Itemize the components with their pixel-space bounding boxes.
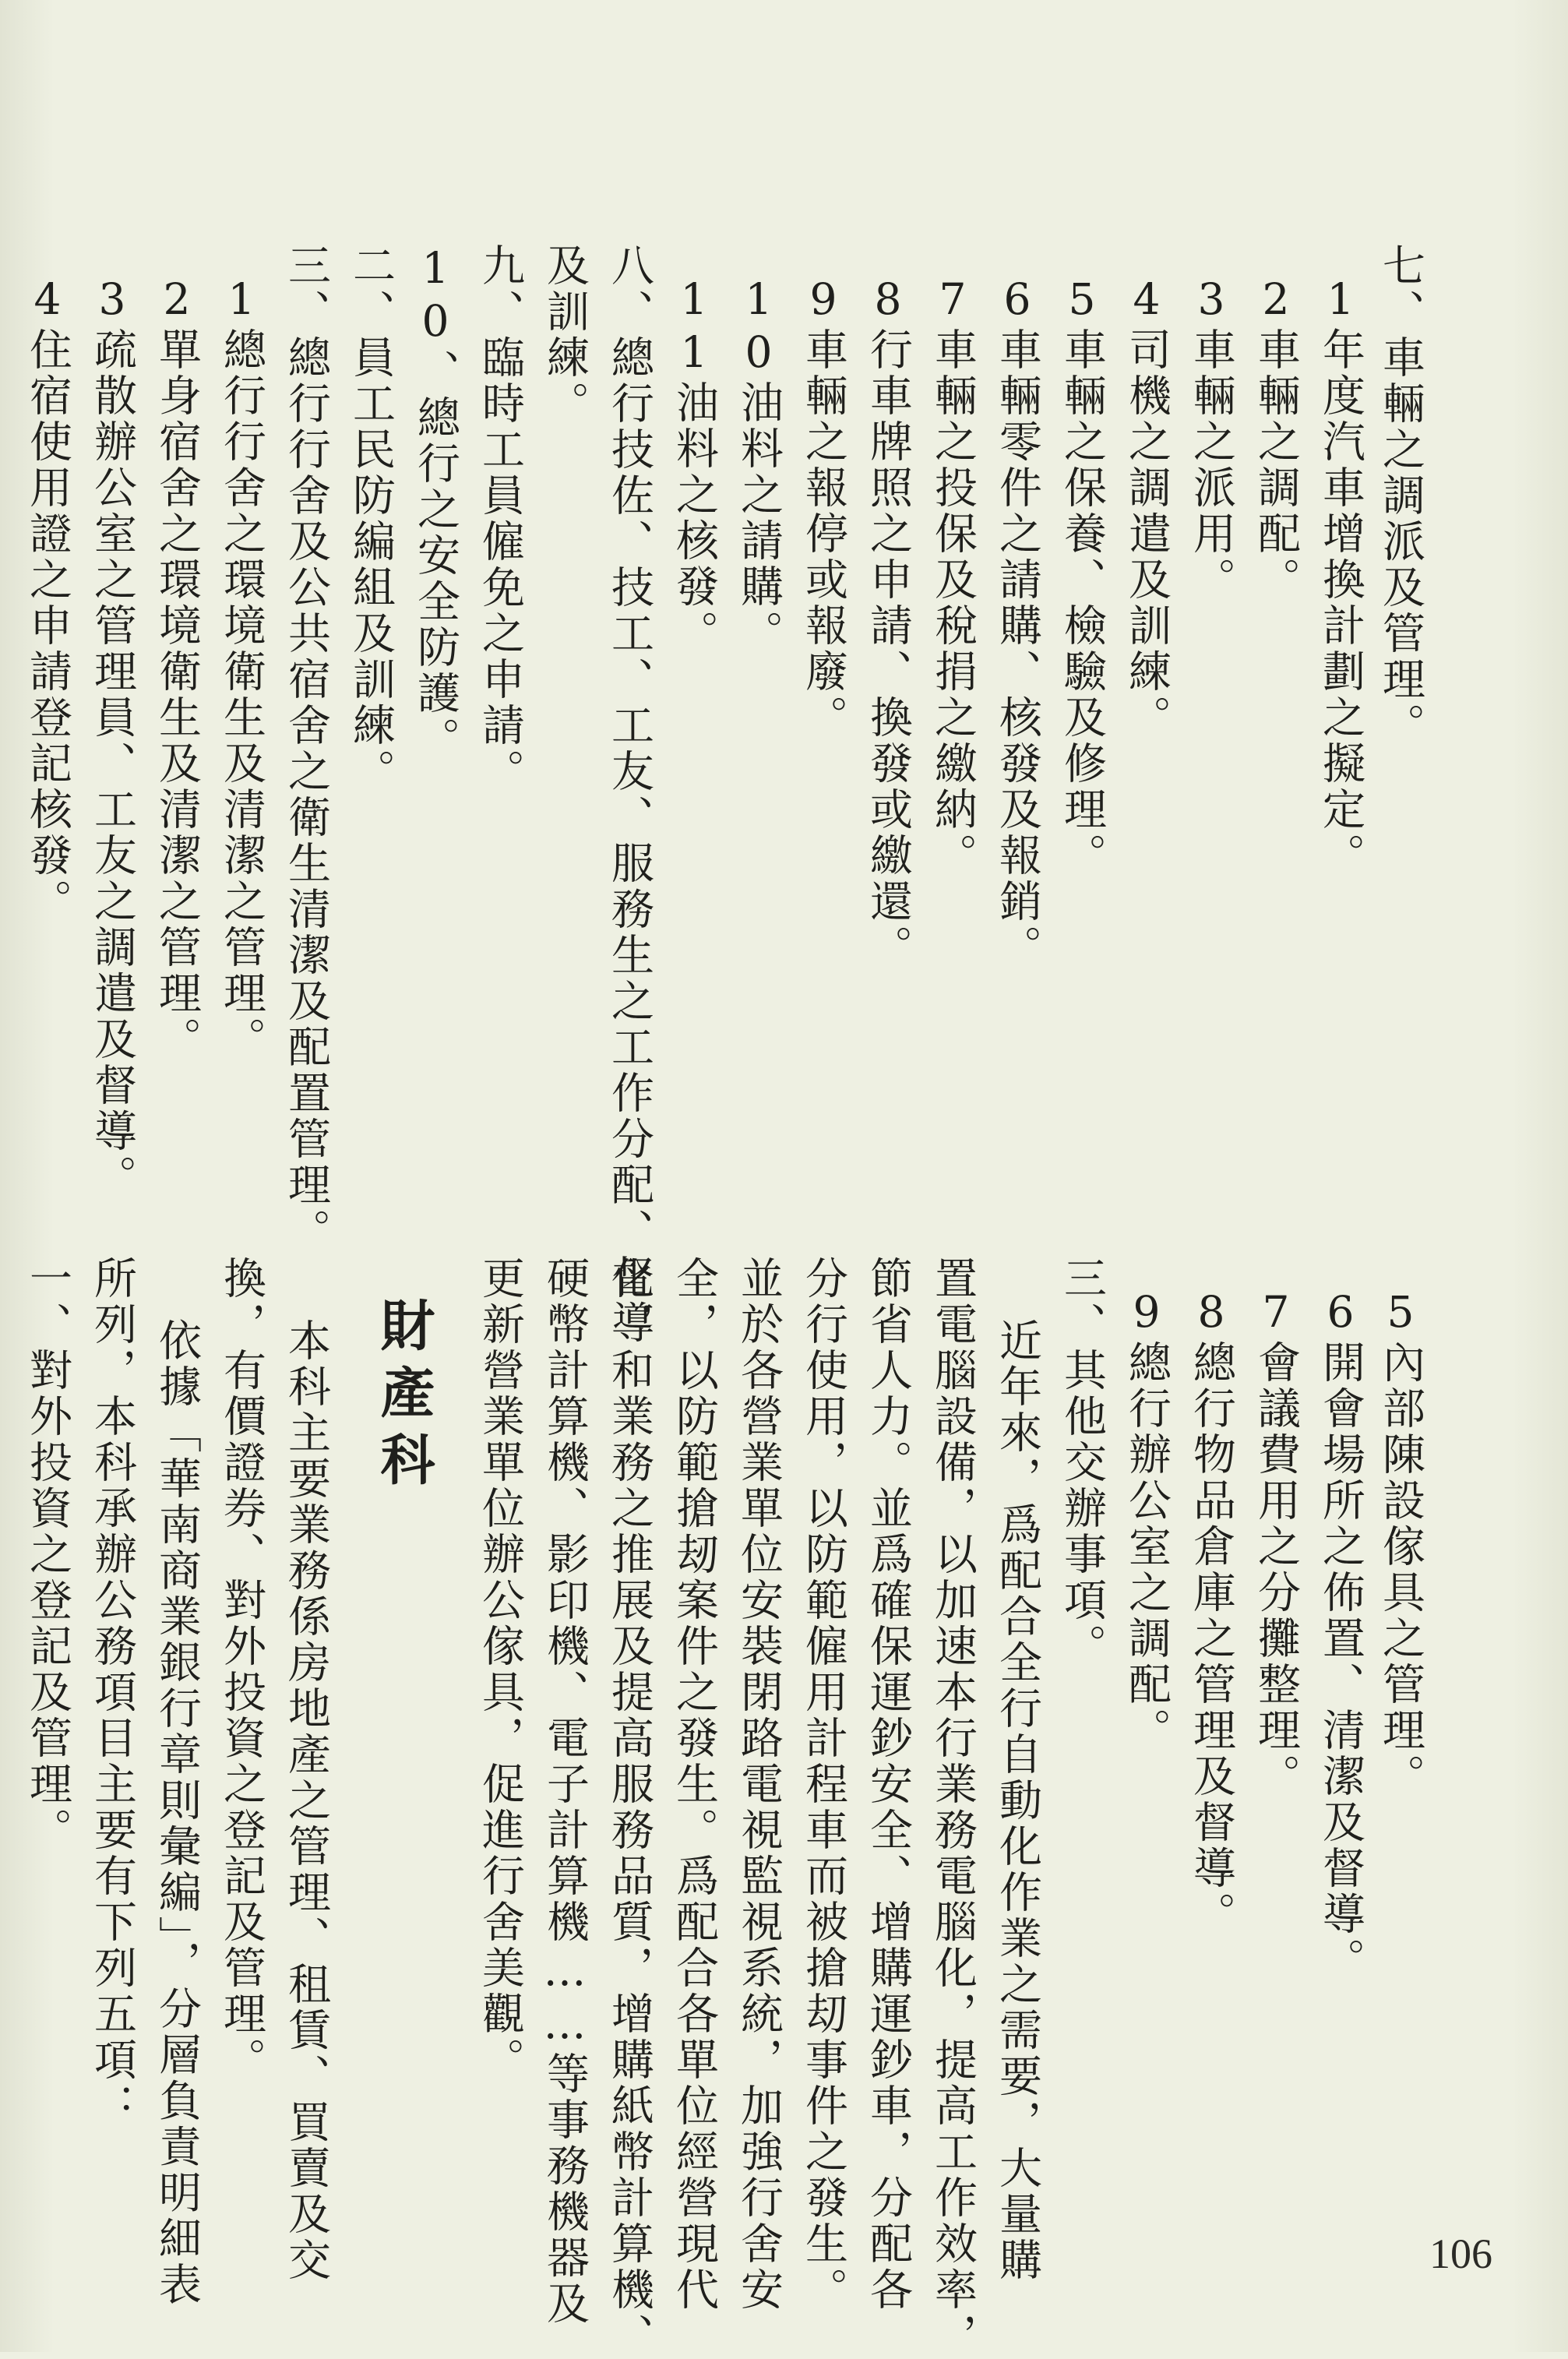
text-column: 1總行行舍之環境衛生及清潔之管理。 (217, 274, 266, 1063)
text-column: 6開會場所之佈置、清潔及督導。 (1316, 1287, 1365, 1983)
text-column: 4住宿使用證之申請登記核發。 (23, 274, 72, 925)
text-column: 2單身宿舍之環境衛生及清潔之管理。 (152, 274, 202, 1063)
text-column: 9車輛之報停或報廢。 (798, 274, 848, 741)
section-title: 財產科 (372, 1297, 435, 1498)
text-column: 依據「華南商業銀行章則彙編」，分層負責明細表 (152, 1318, 202, 2308)
text-column: 3疏散辦公室之管理員、工友之調遣及督導。 (87, 274, 137, 1201)
text-column: 所列，本科承辦公務項目主要有下列五項： (87, 1256, 137, 2129)
text-column: 近年來，爲配合全行自動化作業之需要，大量購 (992, 1318, 1042, 2283)
text-column: 硬幣計算機、影印機、電子計算機……等事務機器及 (540, 1256, 590, 2327)
text-column: 5內部陳設傢具之管理。 (1376, 1287, 1425, 1800)
text-column: 8總行物品倉庫之管理及督導。 (1186, 1287, 1236, 1938)
text-column: 七、車輛之調派及管理。 (1376, 243, 1425, 749)
text-column: 9總行辦公室之調配。 (1122, 1287, 1172, 1754)
text-column: 1年度汽車增換計劃之擬定。 (1316, 274, 1365, 879)
text-column: 全，以防範搶刼案件之發生。爲配合各單位經營現代 (669, 1256, 719, 2313)
text-column: 三、總行行舍及公共宿舍之衛生清潔及配置管理。 (281, 243, 331, 1254)
text-column: 分行使用，以防範僱用計程車而被搶刧事件之發生。 (798, 1256, 848, 2313)
text-column: 6車輛零件之請購、核發及報銷。 (992, 274, 1042, 971)
text-column: 5車輛之保養、檢驗及修理。 (1057, 274, 1107, 879)
text-column: 三、其他交辦事項。 (1057, 1256, 1107, 1670)
text-column: 8行車牌照之申請、換發或繳還。 (863, 274, 913, 971)
text-column: 更新營業單位辦公傢具，促進行舍美觀。 (475, 1256, 525, 2083)
text-column: 二、員工民防編組及訓練。 (346, 243, 396, 795)
text-column: 7會議費用之分攤整理。 (1251, 1287, 1301, 1800)
text-column: 4司機之調遣及訓練。 (1122, 274, 1172, 741)
text-column: 2車輛之調配。 (1251, 274, 1301, 603)
text-column: 11油料之核發。 (669, 274, 719, 656)
text-column: 10油料之請購。 (734, 274, 784, 656)
text-column: 10、總行之安全防護。 (410, 243, 460, 763)
text-column: 九、臨時工員僱免之申請。 (475, 243, 525, 795)
text-column: 本科主要業務係房地產之管理、租賃、買賣及交 (281, 1318, 331, 2283)
text-column: 節省人力。並爲確保運鈔安全、增購運鈔車，分配各 (863, 1256, 913, 2313)
text-column: 換，有價證券、對外投資之登記及管理。 (217, 1256, 266, 2083)
text-column: 一、對外投資之登記及管理。 (23, 1256, 72, 1853)
text-column: 置電腦設備，以加速本行業務電腦化，提高工作效率， (928, 1256, 978, 2359)
text-column: 並於各營業單位安裝閉路電視監視系統，加強行舍安 (734, 1256, 784, 2313)
text-column: 及訓練。 (540, 243, 590, 427)
text-column: 化，和業務之推展及提高服務品質，增購紙幣計算機、 (604, 1256, 654, 2359)
text-column: 八、總行技佐、技工、工友、服務生之工作分配、督導 (604, 243, 654, 1346)
text-column: 3車輛之派用。 (1186, 274, 1236, 603)
text-column: 7車輛之投保及稅捐之繳納。 (928, 274, 978, 879)
page-number: 106 (1429, 2230, 1492, 2277)
